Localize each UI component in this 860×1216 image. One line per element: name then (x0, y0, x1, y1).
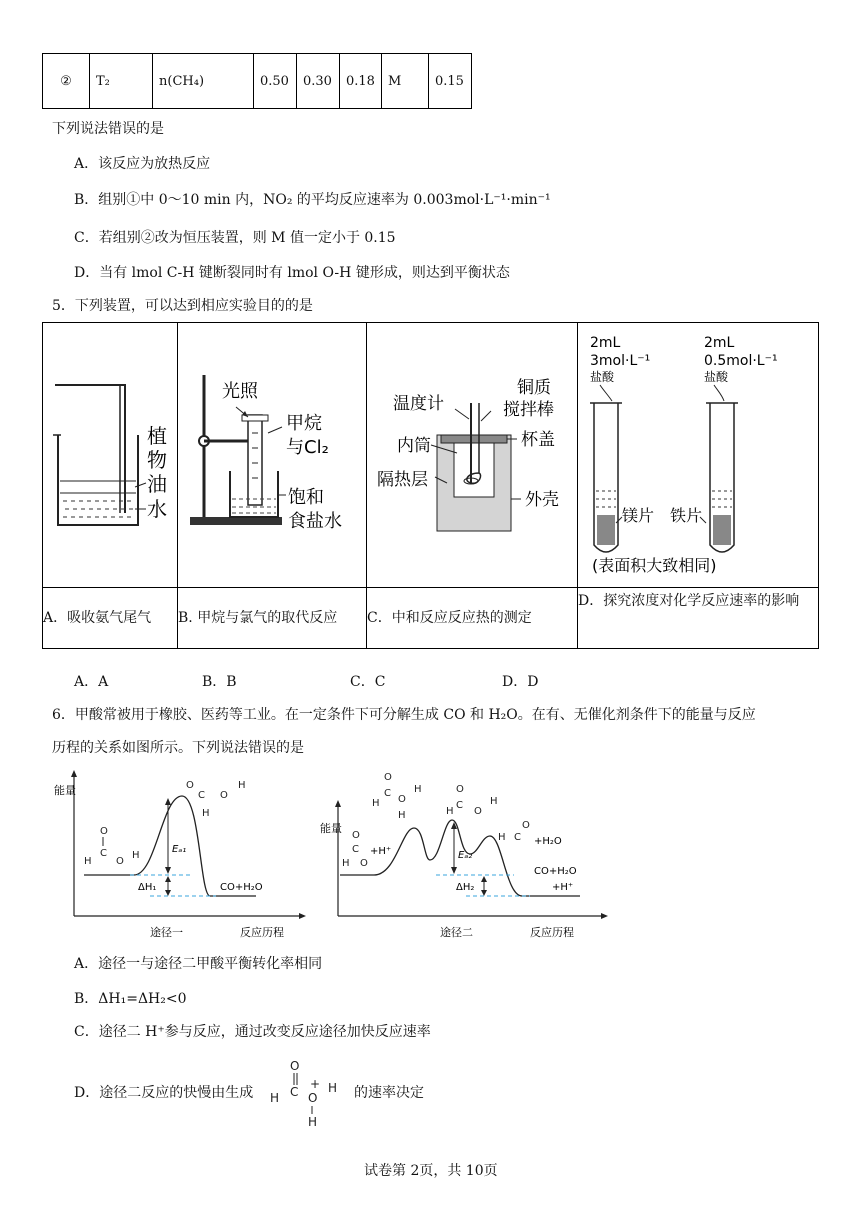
label-note: (表面积大致相同) (592, 556, 717, 575)
svg-text:O: O (384, 772, 392, 783)
svg-text:O: O (308, 1091, 318, 1105)
table-cell: 0.15 (428, 54, 471, 109)
figure-cell-b (178, 323, 367, 588)
figure-cell-c (367, 323, 578, 588)
path-label: 途径二 (440, 926, 473, 939)
energy-diagram-1 (50, 768, 310, 940)
svg-text:H: H (498, 832, 506, 843)
dh-label: ΔH₂ (456, 882, 475, 893)
svg-text:H: H (270, 1091, 280, 1105)
label-conc: 3mol·L⁻¹ (590, 353, 651, 369)
apparatus-table (42, 322, 819, 649)
label-stirrer: 搅拌棒 (503, 400, 554, 420)
y-axis-label: 能量 (54, 784, 76, 797)
label-solution: 食盐水 (288, 511, 342, 532)
label-stirrer: 铜质 (517, 378, 551, 398)
label-acid: 盐酸 (704, 370, 729, 384)
answer-b: B．B (202, 674, 237, 690)
methane-figure (178, 323, 366, 583)
label-metal: 镁片 (622, 506, 655, 525)
svg-text:H: H (238, 780, 246, 791)
table-cell: T₂ (90, 54, 153, 109)
label-light: 光照 (222, 381, 258, 402)
label-insulation: 隔热层 (377, 470, 428, 490)
svg-text:C: C (100, 848, 107, 859)
question-stem: 6．甲酸常被用于橡胶、医药等工业。在一定条件下可分解生成 CO 和 H₂O。在有、无催化剂条件下的能量与反应 (52, 707, 756, 723)
svg-text:O: O (398, 794, 406, 805)
svg-text:H: H (490, 796, 498, 807)
question-stem: 5．下列装置，可以达到相应实验目的的是 (52, 298, 313, 314)
label-acid: 盐酸 (590, 370, 615, 384)
question-stem: 历程的关系如图所示。下列说法错误的是 (52, 740, 304, 756)
option-a: A．途径一与途径二甲酸平衡转化率相同 (74, 956, 323, 972)
table-cell: n(CH₄) (153, 54, 254, 109)
table-cell: 0.50 (254, 54, 297, 109)
label-conc: 0.5mol·L⁻¹ (704, 353, 778, 369)
calorimeter-figure (367, 323, 577, 583)
structure-formula (266, 1058, 346, 1130)
svg-text:H: H (372, 798, 380, 809)
water-label: +H₂O (534, 836, 562, 847)
svg-text:H: H (342, 858, 350, 869)
table-cell: 0.30 (297, 54, 340, 109)
svg-text:O: O (456, 784, 464, 795)
product-label: CO+H₂O (220, 882, 263, 893)
product-label: CO+H₂O (534, 866, 577, 877)
option-d-suffix: 的速率决定 (354, 1085, 424, 1101)
svg-text:O: O (474, 806, 482, 817)
table-row (43, 54, 472, 109)
label-volume: 2mL (590, 335, 621, 351)
dh-label: ΔH₁ (138, 882, 157, 893)
option-b: B．组别①中 0～10 min 内，NO₂ 的平均反应速率为 0.003mol·L⁻¹·min⁻¹ (74, 192, 551, 208)
svg-text:C: C (514, 832, 521, 843)
table-cell: M (381, 54, 428, 109)
label-volume: 2mL (704, 335, 735, 351)
figure-cell-d (578, 323, 819, 588)
svg-text:O: O (116, 856, 124, 867)
option-b: B．ΔH₁=ΔH₂<0 (74, 991, 187, 1007)
label-oil: 植 (147, 424, 167, 448)
caption-a: A．吸收氨气尾气 (43, 588, 178, 649)
option-d: D．途径二反应的快慢由生成 (74, 1085, 254, 1101)
option-a: A．该反应为放热反应 (74, 156, 211, 172)
page-footer: 试卷第 2页，共 10页 (364, 1163, 498, 1179)
svg-text:H: H (308, 1115, 318, 1129)
svg-text:O: O (360, 858, 368, 869)
svg-text:C: C (456, 800, 463, 811)
x-axis-label: 反应历程 (530, 926, 574, 939)
label-shell: 外壳 (525, 490, 559, 510)
path-label: 途径一 (150, 926, 183, 939)
svg-text:H: H (202, 808, 210, 819)
label-oil: 油 (147, 472, 167, 496)
label-metal: 铁片 (670, 506, 703, 525)
ea-label: Eₐ₁ (172, 844, 187, 855)
svg-text:C: C (352, 844, 359, 855)
answer-d: D．D (502, 674, 539, 690)
data-table (42, 53, 472, 109)
label-gas: 与Cl₂ (286, 437, 329, 458)
option-c: C．途径二 H⁺参与反应，通过改变反应途径加快反应速率 (74, 1024, 431, 1040)
label-inner: 内筒 (397, 436, 431, 456)
svg-text:H: H (84, 856, 92, 867)
hplus-label: +H⁺ (370, 846, 392, 857)
label-thermometer: 温度计 (393, 394, 444, 414)
table-cell: ② (43, 54, 90, 109)
answer-a: A．A (74, 674, 109, 690)
x-axis-label: 反应历程 (240, 926, 284, 939)
caption-c: C．中和反应反应热的测定 (367, 588, 578, 649)
table-cell: 0.18 (340, 54, 382, 109)
figure-cell-a (43, 323, 178, 588)
caption-d: D．探究浓度对化学反应速率的影响 (578, 588, 819, 649)
svg-text:O: O (100, 826, 108, 837)
label-water: 水 (147, 497, 167, 521)
svg-text:C: C (198, 790, 205, 801)
svg-text:H: H (328, 1081, 338, 1095)
option-d: D．当有 lmol C-H 键断裂同时有 lmol O-H 键形成，则达到平衡状态 (74, 265, 510, 281)
svg-text:O: O (522, 820, 530, 831)
svg-text:O: O (220, 790, 228, 801)
svg-text:C: C (290, 1085, 299, 1099)
question-stem: 下列说法错误的是 (52, 121, 164, 137)
svg-text:H: H (132, 850, 140, 861)
caption-b: B. 甲烷与氯气的取代反应 (178, 588, 367, 649)
svg-text:H: H (398, 810, 406, 821)
svg-text:C: C (384, 788, 391, 799)
energy-diagram-2 (316, 768, 616, 940)
svg-text:O: O (186, 780, 194, 791)
label-lid: 杯盖 (521, 430, 555, 450)
label-oil: 物 (147, 448, 167, 472)
product-label: +H⁺ (552, 882, 574, 893)
svg-text:O: O (290, 1059, 300, 1073)
answer-c: C．C (350, 674, 386, 690)
svg-text:+: + (310, 1077, 321, 1091)
svg-text:H: H (414, 784, 422, 795)
svg-text:H: H (446, 806, 454, 817)
ea-label: Eₐ₂ (458, 850, 473, 861)
svg-text:O: O (352, 830, 360, 841)
label-solution: 饱和 (288, 487, 324, 508)
tubes-figure (578, 323, 818, 583)
beaker-figure (43, 323, 177, 583)
option-c: C．若组别②改为恒压装置，则 M 值一定小于 0.15 (74, 230, 396, 246)
y-axis-label: 能量 (320, 822, 342, 835)
label-gas: 甲烷 (286, 413, 322, 434)
